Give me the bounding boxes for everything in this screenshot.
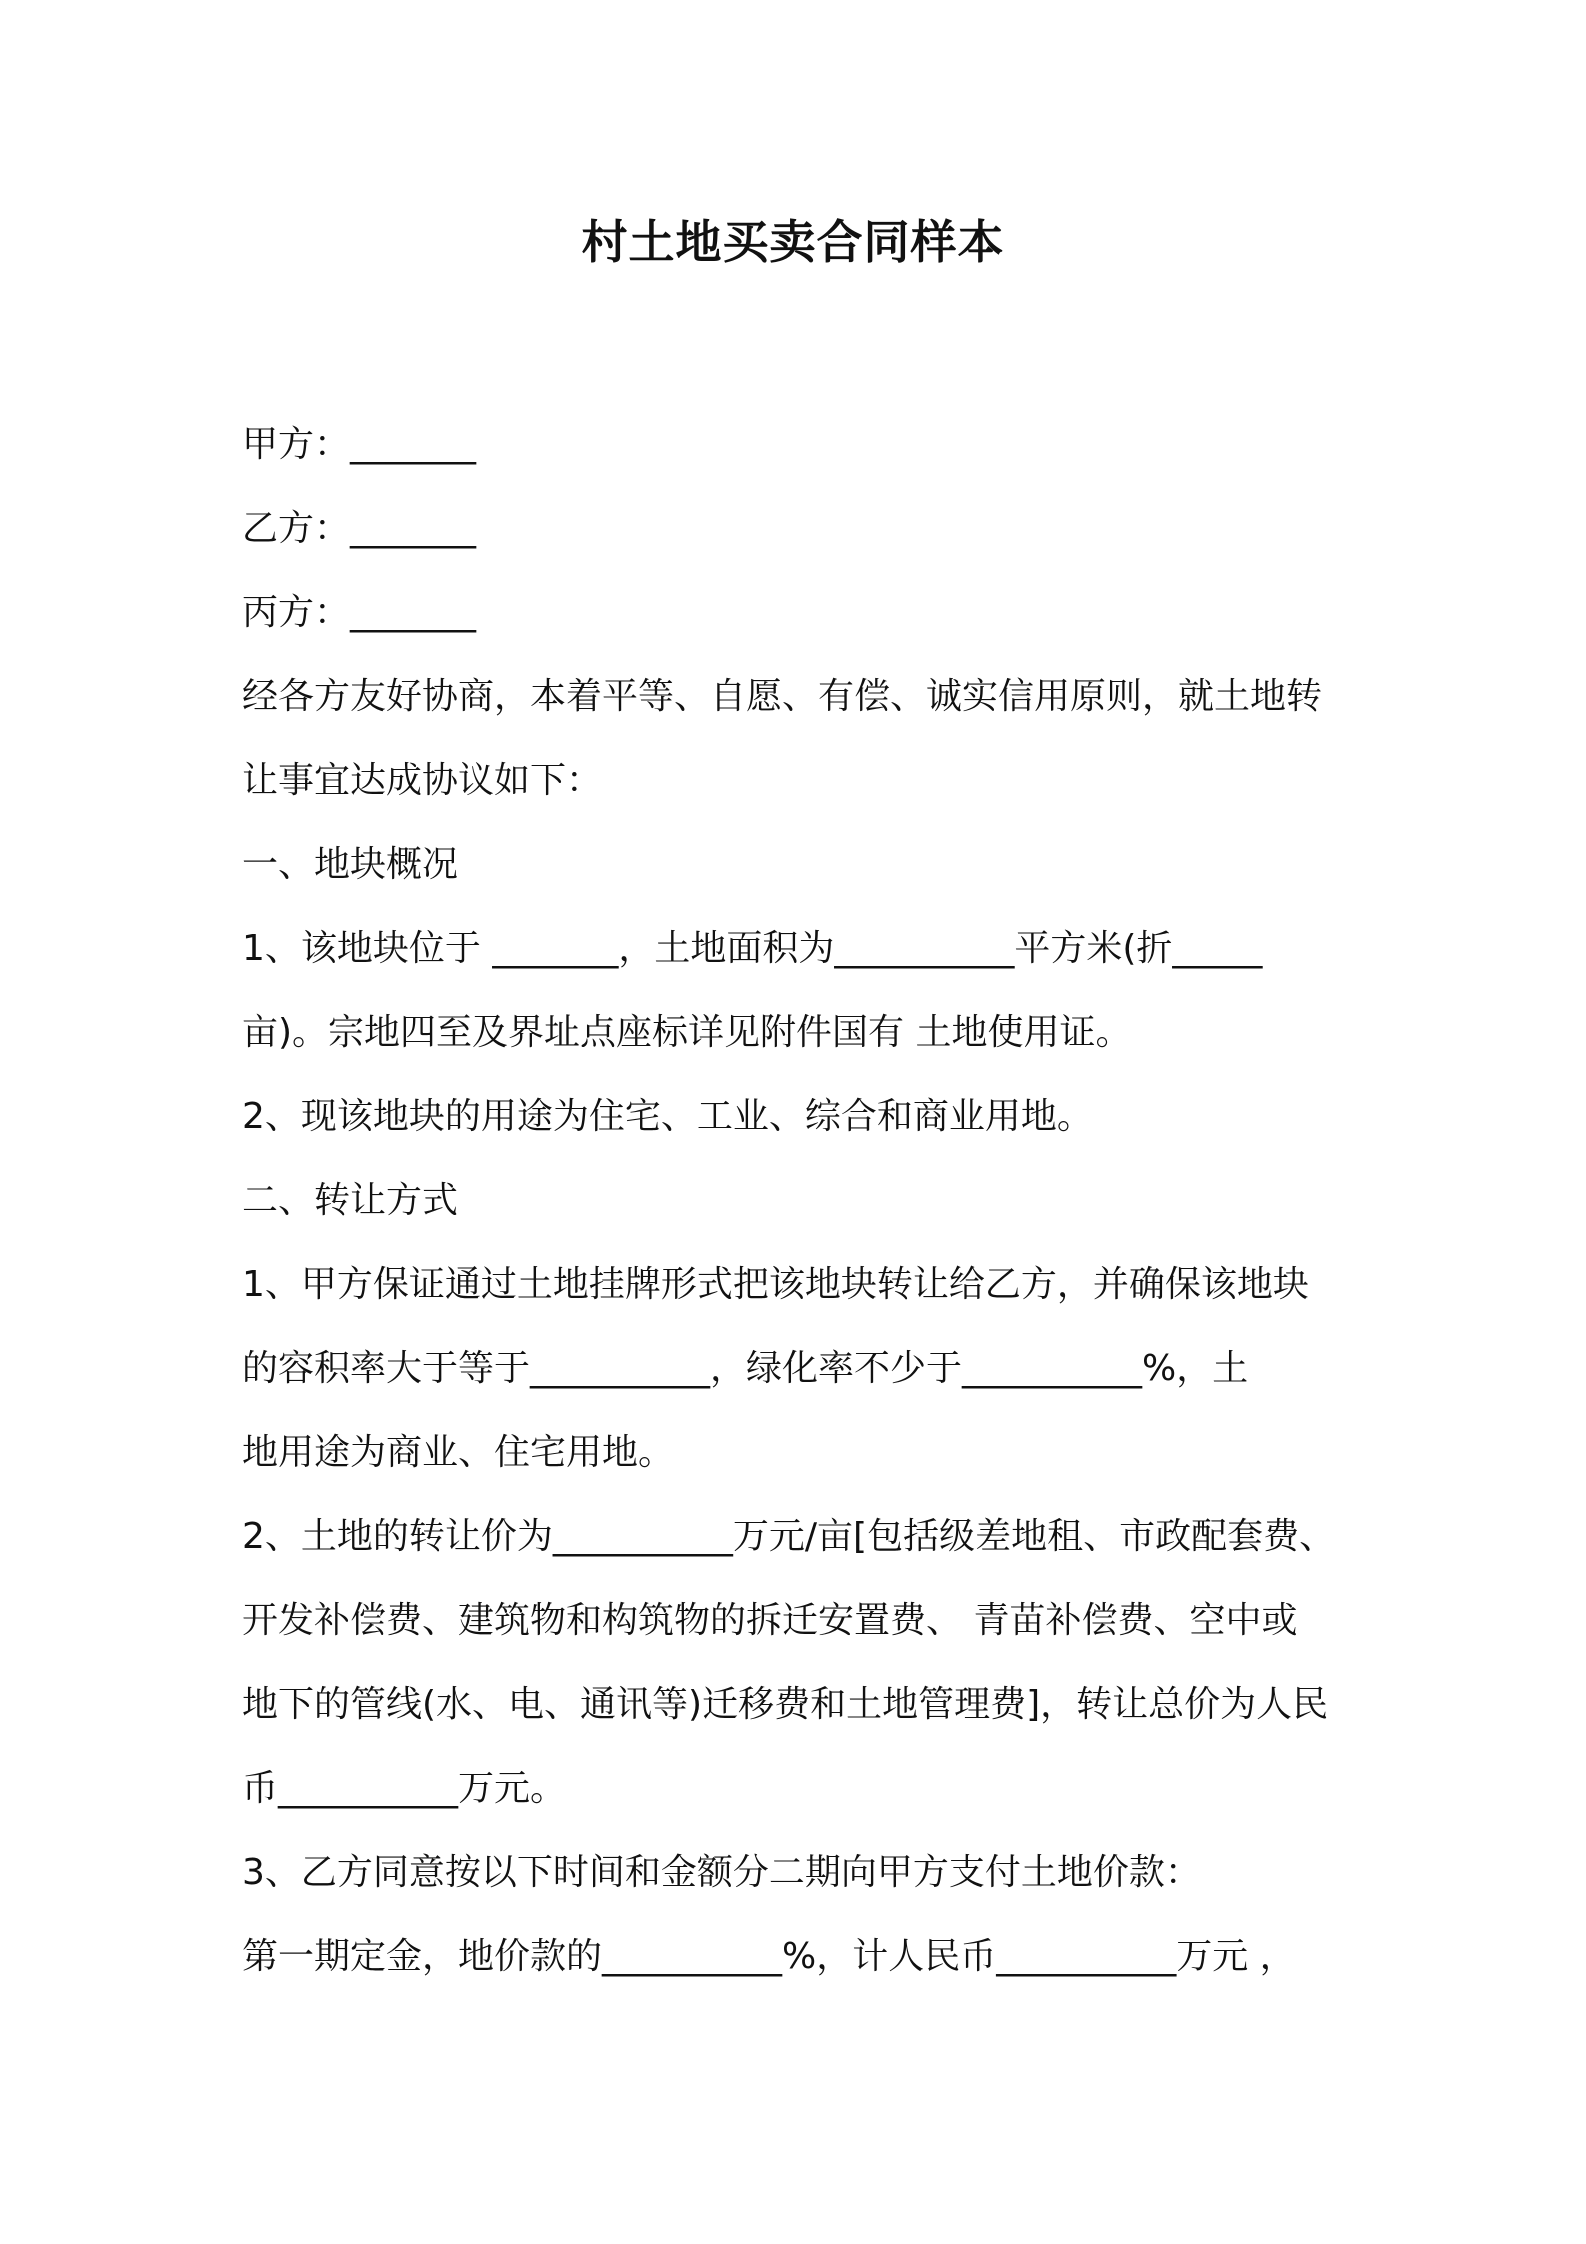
- party-b-line: 乙方：_______: [242, 508, 477, 549]
- section-heading-transfer-method: 二、转让方式: [242, 1180, 459, 1221]
- section-heading-land-overview: 一、地块概况: [242, 844, 459, 885]
- party-a-line: 甲方：_______: [242, 424, 477, 465]
- document-title: 村土地买卖合同样本: [581, 215, 1005, 269]
- clause-line: 地下的管线(水、电、通讯等)迁移费和土地管理费]，转让总价为人民: [242, 1684, 1329, 1725]
- clause-line: 的容积率大于等于__________，绿化率不少于__________%，土: [242, 1348, 1249, 1389]
- document-body: [242, 403, 1362, 1999]
- clause-line: 1、甲方保证通过土地挂牌形式把该地块转让给乙方，并确保该地块: [242, 1264, 1309, 1305]
- clause-line: 2、现该地块的用途为住宅、工业、综合和商业用地。: [242, 1096, 1093, 1137]
- preamble-line: 让事宜达成协议如下：: [242, 760, 603, 801]
- clause-line: 第一期定金，地价款的__________%，计人民币__________万元 ，: [242, 1936, 1296, 1977]
- preamble-line: 经各方友好协商，本着平等、自愿、有偿、诚实信用原则，就土地转: [242, 676, 1323, 717]
- party-c-line: 丙方：_______: [242, 592, 477, 633]
- clause-line: 币__________万元。: [242, 1768, 567, 1809]
- clause-line: 亩)。宗地四至及界址点座标详见附件国有 土地使用证。: [242, 1012, 1132, 1053]
- clause-line: 2、土地的转让价为__________万元/亩[包括级差地租、市政配套费、: [242, 1516, 1336, 1557]
- clause-line: 3、乙方同意按以下时间和金额分二期向甲方支付土地价款：: [242, 1852, 1201, 1893]
- clause-line: 地用途为商业、住宅用地。: [242, 1432, 675, 1473]
- clause-line: 1、该地块位于 _______，土地面积为__________平方米(折_____: [242, 928, 1263, 969]
- clause-line: 开发补偿费、建筑物和构筑物的拆迁安置费、 青苗补偿费、空中或: [242, 1600, 1298, 1641]
